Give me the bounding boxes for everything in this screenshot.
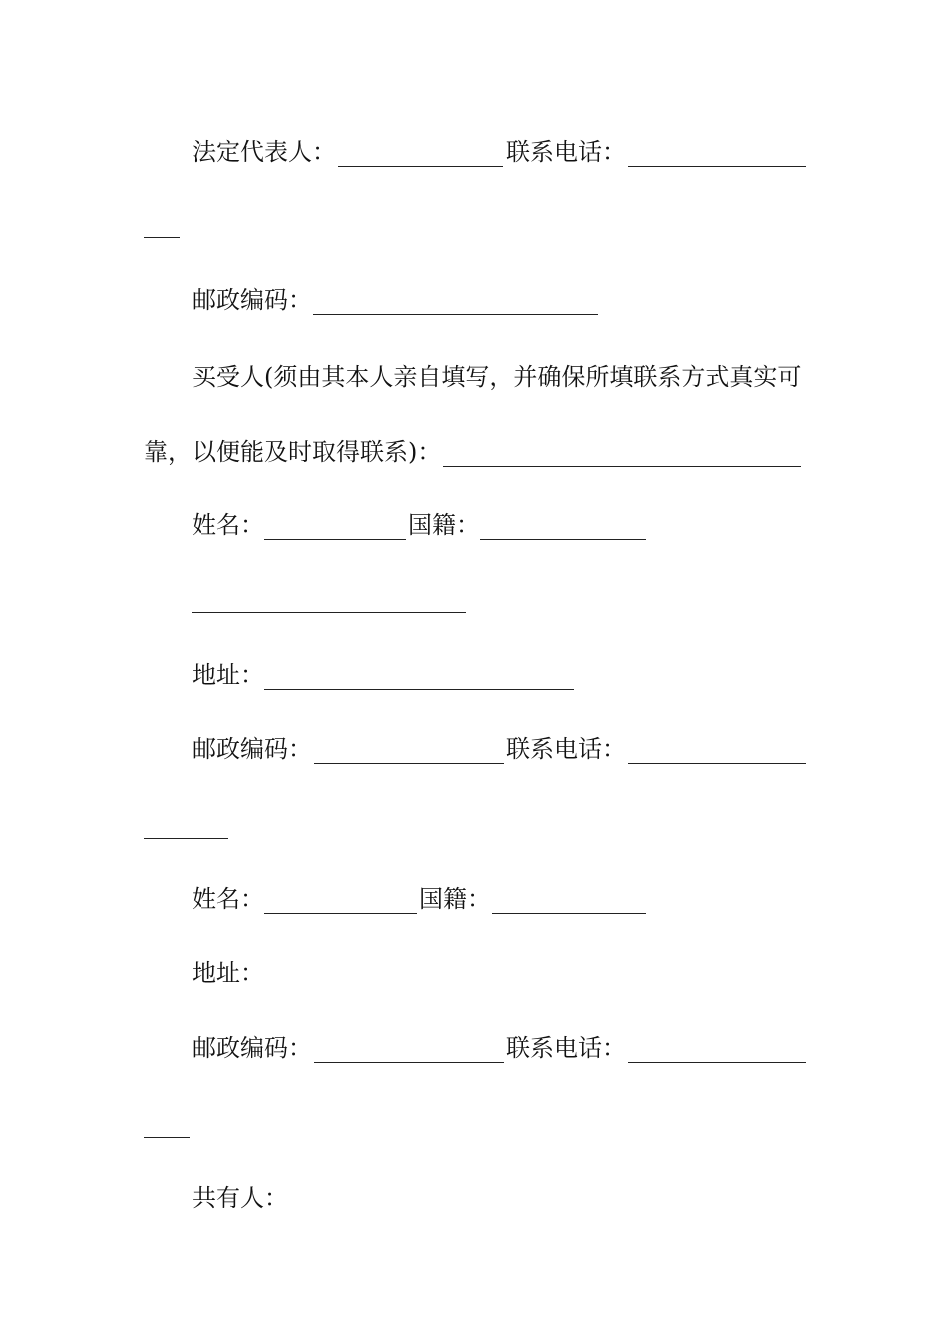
name-label-2: 姓名： — [192, 885, 264, 913]
buyer-paragraph-text-1: 买受人(须由其本人亲自填写，并确保所填联系方式真实可 — [192, 363, 802, 391]
postal-code-label-2: 邮政编码： — [192, 735, 312, 763]
co-owner-label: 共有人： — [192, 1184, 288, 1212]
nationality-blank-1[interactable] — [480, 505, 646, 545]
postal-code-blank-3[interactable] — [314, 1028, 504, 1068]
phone-blank-continuation-2[interactable] — [144, 804, 228, 844]
address-blank-1[interactable] — [264, 655, 574, 695]
phone-blank-continuation[interactable] — [144, 203, 180, 243]
name-blank-1[interactable] — [264, 505, 406, 545]
phone-label-2: 联系电话： — [506, 735, 626, 763]
phone-blank-3[interactable] — [628, 1028, 806, 1068]
phone-blank[interactable] — [628, 132, 806, 172]
nationality-label-2: 国籍： — [419, 885, 491, 913]
postal-code-blank-2[interactable] — [314, 729, 504, 769]
buyer-paragraph-text-2: 靠，以便能及时取得联系)： — [144, 438, 442, 466]
postal-code-blank[interactable] — [313, 280, 598, 320]
nationality-blank-2[interactable] — [492, 879, 646, 919]
legal-representative-label: 法定代表人： — [192, 138, 336, 166]
postal-code-label-3: 邮政编码： — [192, 1034, 312, 1062]
address-label-2: 地址： — [192, 959, 264, 987]
extra-blank[interactable] — [192, 578, 466, 618]
phone-blank-2[interactable] — [628, 729, 806, 769]
postal-code-label: 邮政编码： — [192, 286, 312, 314]
phone-blank-continuation-3[interactable] — [144, 1103, 190, 1143]
nationality-label-1: 国籍： — [408, 511, 480, 539]
address-label-1: 地址： — [192, 661, 264, 689]
name-label-1: 姓名： — [192, 511, 264, 539]
phone-label: 联系电话： — [506, 138, 626, 166]
phone-label-3: 联系电话： — [506, 1034, 626, 1062]
legal-representative-blank[interactable] — [338, 132, 503, 172]
buyer-blank[interactable] — [443, 432, 801, 472]
name-blank-2[interactable] — [264, 879, 417, 919]
